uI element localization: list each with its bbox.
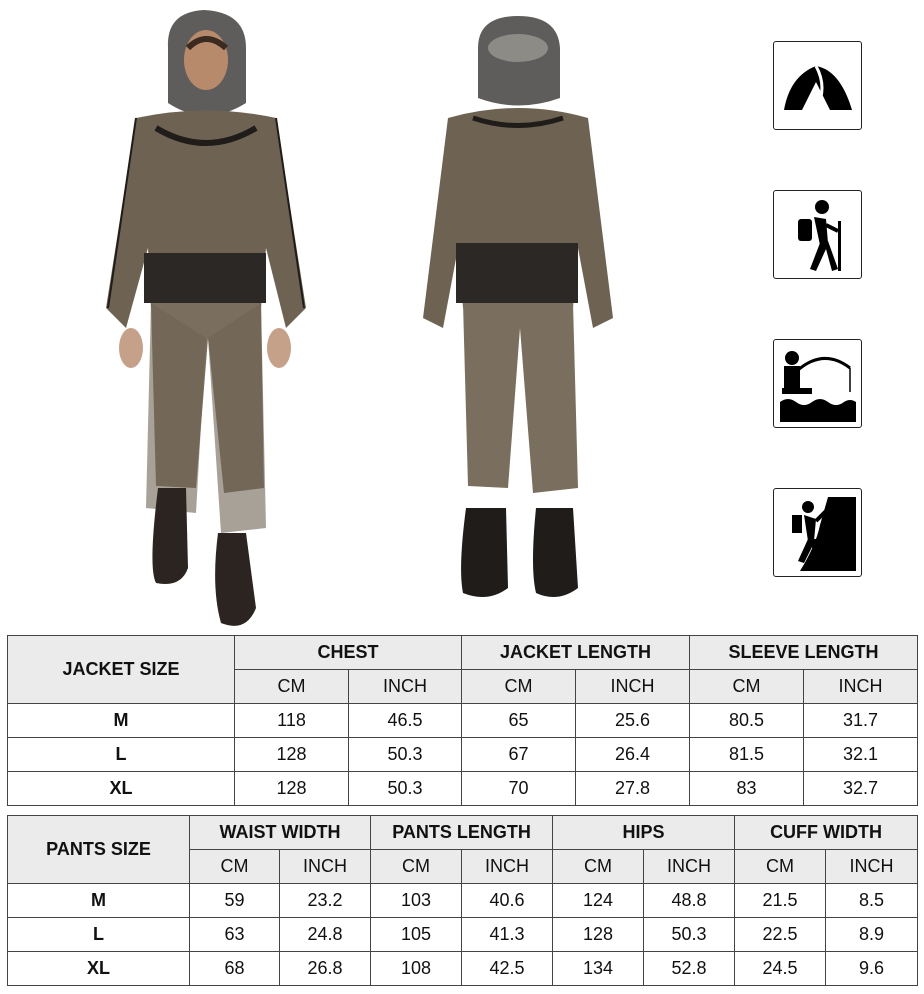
value-cell: 26.8	[280, 952, 371, 986]
unit-inch: INCH	[644, 850, 735, 884]
jacket-size-table	[7, 635, 918, 806]
size-cell: XL	[8, 952, 190, 986]
unit-cm: CM	[553, 850, 644, 884]
value-cell: 80.5	[690, 704, 804, 738]
value-cell: 68	[190, 952, 280, 986]
value-cell: 134	[553, 952, 644, 986]
value-cell: 105	[371, 918, 462, 952]
value-cell: 22.5	[735, 918, 826, 952]
activity-icons	[773, 41, 864, 637]
value-cell: 52.8	[644, 952, 735, 986]
unit-cm: CM	[371, 850, 462, 884]
size-cell: XL	[8, 772, 235, 806]
value-cell: 103	[371, 884, 462, 918]
value-cell: 46.5	[349, 704, 462, 738]
unit-cm: CM	[735, 850, 826, 884]
value-cell: 65	[462, 704, 576, 738]
value-cell: 23.2	[280, 884, 371, 918]
value-cell: 124	[553, 884, 644, 918]
value-cell: 128	[235, 772, 349, 806]
value-cell: 108	[371, 952, 462, 986]
value-cell: 128	[553, 918, 644, 952]
value-cell: 70	[462, 772, 576, 806]
unit-cm: CM	[690, 670, 804, 704]
value-cell: 128	[235, 738, 349, 772]
unit-inch: INCH	[804, 670, 918, 704]
value-cell: 118	[235, 704, 349, 738]
size-cell: L	[8, 738, 235, 772]
hiker-icon	[773, 190, 862, 279]
value-cell: 31.7	[804, 704, 918, 738]
fishing-icon	[773, 339, 862, 428]
climbing-icon	[773, 488, 862, 577]
value-cell: 41.3	[462, 918, 553, 952]
mesh-suit-front-view	[96, 8, 316, 638]
mesh-suit-back-view	[418, 8, 618, 608]
value-cell: 8.9	[826, 918, 918, 952]
unit-inch: INCH	[280, 850, 371, 884]
pants-size-table	[7, 815, 918, 986]
unit-cm: CM	[462, 670, 576, 704]
value-cell: 48.8	[644, 884, 735, 918]
value-cell: 42.5	[462, 952, 553, 986]
unit-inch: INCH	[349, 670, 462, 704]
value-cell: 50.3	[644, 918, 735, 952]
value-cell: 9.6	[826, 952, 918, 986]
value-cell: 21.5	[735, 884, 826, 918]
unit-cm: CM	[190, 850, 280, 884]
hips-header: HIPS	[553, 816, 735, 850]
jacket-size-header: JACKET SIZE	[8, 636, 235, 704]
value-cell: 25.6	[576, 704, 690, 738]
value-cell: 27.8	[576, 772, 690, 806]
unit-inch: INCH	[826, 850, 918, 884]
value-cell: 40.6	[462, 884, 553, 918]
pants-size-header: PANTS SIZE	[8, 816, 190, 884]
value-cell: 24.5	[735, 952, 826, 986]
size-cell: L	[8, 918, 190, 952]
value-cell: 59	[190, 884, 280, 918]
jacket-length-header: JACKET LENGTH	[462, 636, 690, 670]
table-row	[8, 772, 918, 806]
value-cell: 24.8	[280, 918, 371, 952]
table-row	[8, 738, 918, 772]
unit-cm: CM	[235, 670, 349, 704]
value-cell: 81.5	[690, 738, 804, 772]
size-cell: M	[8, 704, 235, 738]
table-row	[8, 918, 918, 952]
value-cell: 8.5	[826, 884, 918, 918]
table-row	[8, 704, 918, 738]
pants-length-header: PANTS LENGTH	[371, 816, 553, 850]
size-cell: M	[8, 884, 190, 918]
table-row	[8, 884, 918, 918]
value-cell: 50.3	[349, 772, 462, 806]
cuff-width-header: CUFF WIDTH	[735, 816, 918, 850]
value-cell: 32.1	[804, 738, 918, 772]
chest-header: CHEST	[235, 636, 462, 670]
value-cell: 26.4	[576, 738, 690, 772]
sleeve-length-header: SLEEVE LENGTH	[690, 636, 918, 670]
value-cell: 83	[690, 772, 804, 806]
unit-inch: INCH	[576, 670, 690, 704]
value-cell: 63	[190, 918, 280, 952]
waist-width-header: WAIST WIDTH	[190, 816, 371, 850]
value-cell: 67	[462, 738, 576, 772]
table-row	[8, 952, 918, 986]
tent-icon	[773, 41, 862, 130]
value-cell: 50.3	[349, 738, 462, 772]
value-cell: 32.7	[804, 772, 918, 806]
unit-inch: INCH	[462, 850, 553, 884]
